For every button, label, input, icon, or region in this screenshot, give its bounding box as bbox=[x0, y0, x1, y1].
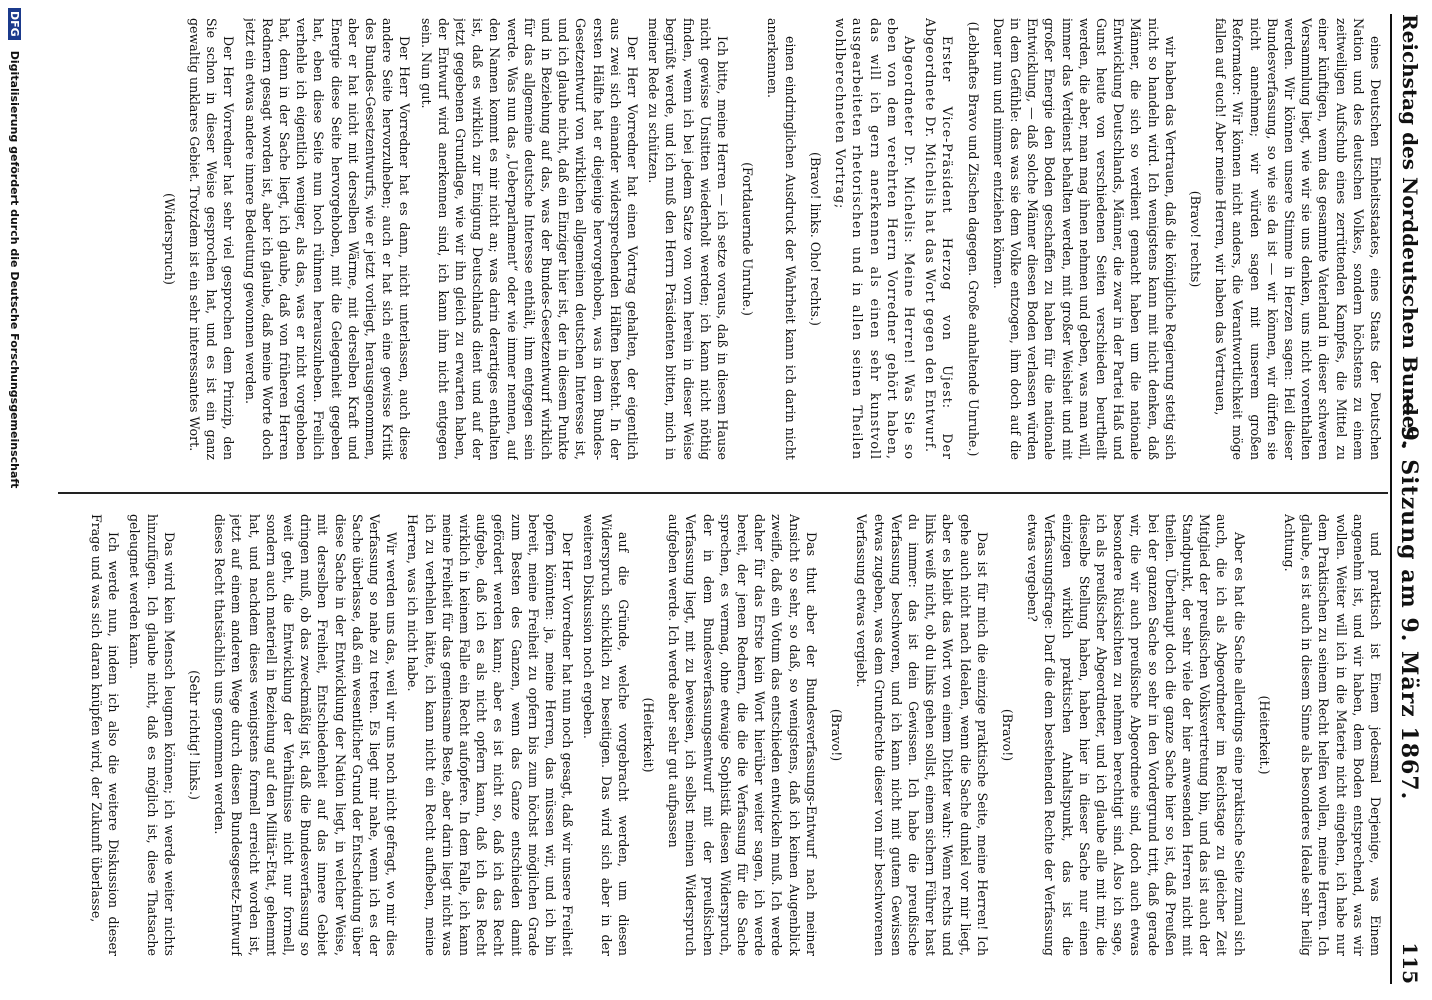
paragraph: einen eindringlichen Ausdruck der Wahrheit kann ich darin nicht anerkennen. bbox=[765, 18, 798, 460]
interjection: (Bravo! links. Oho! rechts.) bbox=[807, 152, 823, 326]
interjection: (Fortdauernde Unruhe.) bbox=[740, 162, 756, 316]
paragraph: Der Herr Vorredner hat nun noch gesagt, daß wir unsere Freiheit opfern könnten: ja, meine Herren, das müssen wir, und ich bin bereit, meine Freiheit zu opfern bis zum höchst möglichen Grade zum Besten des Ganzen, wenn das Ganze entschieden damit gefördert werden kann; aber es ist nicht so, daß ich das Recht aufgebe, daß ich es als nicht opfern kann, daß ich das Recht wirklich in keinem Falle ein Recht aufopfere. In dem Falle, ich kann meine Freiheit für das gemeinsame Beste, aber darin liegt nicht was ich zu verhehlen hätte, ich kann nicht ein Recht aufheben, meine Herren, was ich nicht habe. bbox=[405, 514, 576, 956]
column-divider bbox=[58, 492, 1388, 494]
paragraph: Das thut aber der Bundesverfassungs-Entwurf nach meiner Ansicht so sehr, so daß, so wenigstens, daß ich keinen Augenblick zweifle, daß ein Votum das entschieden entwickeln muß. Ich werde daher für das Erste kein Wort hierüber weiter sagen, ich werde bereit, der jenen Rednern, die die die Verfassung für die Sache sprechen, es vermag, ohne etwaige Sophistik diesen Widerspruch, der in dem Bundesverfassungsentwurf mit der preußischen Verfassung liegt, mit zu beweisen, ich selbst meinen Widerspruch aufgeben werde. Ich werde aber sehr gut aufpassen bbox=[666, 514, 819, 956]
paragraph: Das wird kein Mensch leugnen können; ich werde weiter nichts hinzufügen. Ich glaube nicht, daß es möglich ist, diese Thatsache geleugnet werden kann. bbox=[127, 514, 177, 956]
interjection: (Bravo!) bbox=[999, 708, 1015, 762]
speaker-paragraph: Abgeordneter Dr. Michelis: Meine Herren! Was Sie so eben von dem verehrten Herrn Vorredner gehört haben, das will ich gern anerkennen als einen sehr kunstvoll ausgearbeiteten rhetorischen und in allen seinen Theilen wohlberechneten Vortrag; bbox=[833, 18, 917, 460]
digitization-credit: Digitalisierung gefördert durch die Deutsche Forschungsgemeinschaft bbox=[8, 50, 21, 489]
header-title: Reichstag des Norddeutschen Bundes. bbox=[1398, 14, 1422, 447]
interjection: (Lebhaftes Bravo und Zischen dagegen. Große anhaltende Unruhe.) bbox=[965, 21, 981, 457]
interjection: (Heiterkeit.) bbox=[1256, 695, 1272, 775]
paragraph: eines Deutschen Einheitsstaates, eines Staats der Deutschen Nation und des deutschen Volkes, sondern höchstens zu einem zeitweiligen Aufschub eines zerrüttenden Kampfes, die Mittel zu einer künftigen, wenn das gesammte Vaterland in dieser schweren Versammlung liegt, wie wir sie uns denken, uns nicht vorenthalten werden. Wir können unsere Stimme in Herzen sagen: Heil dieser Bundesverfassung, so wie sie da ist — wir können, wir dürfen sie nicht annehmen; wir würden sagen mit unserem großen Reformator: Wir können nicht anders, die Verantwortlichkeit möge fallen auf euch! Aber meine Herren, wir haben das Vertrauen, bbox=[1213, 18, 1383, 460]
page-number: 115 bbox=[1398, 942, 1422, 984]
paragraph: Ich bitte, meine Herren — ich setze voraus, daß in diesem Hause nicht gewisse Unsitten wiederholt werden; ich kann nicht nöthig finden, wenn ich bei jedem Satze von vorn herein in dieser Weise begrüßt werde, und ich muß den Herrn Präsidenten bitten, mich in meiner Rede zu schützen. bbox=[646, 18, 731, 460]
paragraph: Der Herr Vorredner hat einen Vortrag gehalten, der eigentlich aus zwei sich einander widersprechenden Hälften besteht. In der ersten Hälfte hat er diejenige hervorgehoben, was in dem Bundes-Gesetzentwurf von wirklichen allgemeinen deutschen Interesse ist, und ich glaube nicht, daß ein Einziger hier ist, der in diesem Punkte und in Beziehung auf das, was der Bundes-Gesetzentwurf wirklich für das allgemeine deutsche Interesse enthält, ihm entgegen sein werde. Was nun das „Ueberparlament“ oder wie immer nennen, auf den Namen kommt es mir nicht an; was darin derartiges enthalten ist, daß es wirklich zur Einigung Deutschlands dient und auf der jetzt gegebenen Grundlage, wie wir ihn gleich zu erwarten haben, der Entwurf wird anerkennen sind, ich kann ihm nicht entgegen sein. Nun gut. bbox=[418, 18, 641, 460]
interjection: (Bravo! rechts) bbox=[1187, 190, 1203, 288]
digitization-footer bbox=[6, 8, 26, 988]
interjection: (Widerspruch) bbox=[161, 193, 177, 285]
paragraph: Das ist für mich die einzige praktische Seite, meine Herren! Ich gehe auch nicht nach Idealen, wenn die Sache dunkel vor mir liegt, aber es bleibt das Wort von einem Dichter wahr: Wenn rechts und links weiß nicht, ob du links gehen sollst, einem sichern Führer hast du immer: das ist dein Gewissen. Ich habe die preußische Verfassung beschworen, und ich kann nicht mit gutem Gewissen etwas zugeben, was dem Grundrechte dieser von mir beschworenen Verfassung etwas vergiebt. bbox=[854, 514, 990, 956]
paragraph: Der Herr Vorredner hat sehr viel gesprochen dem Prinzip, den Sie schon in dieser Weise gesprochen hat, und es ist ein ganz gewaltig unklares Gebiet. Trotzdem ist ein sehr interessantes Wort. bbox=[187, 18, 237, 460]
right-column bbox=[66, 514, 1384, 956]
paragraph: und praktisch ist Einem jedesmal Derjenige, was Einem angenehm ist, und wir haben, dem Boden entsprechend, was wir wollen. Weiter will ich in die Materie nicht eingehen, ich habe nur dem Praktischen zu seinem Recht helfen wollen, meine Herren. Ich glaube, es ist auch in diesem Sinne als besonderes Ideale sehr heilig Achtung. bbox=[1281, 514, 1383, 956]
left-column bbox=[66, 18, 1384, 460]
dfg-logo: DFG bbox=[8, 8, 21, 40]
interjection: (Sehr richtig! links.) bbox=[187, 670, 202, 800]
speaker-paragraph: Erster Vice-Präsident Herzog von Ujest: Der Abgeordnete Dr. Michelis hat das Wort gegen den Entwurf. bbox=[923, 18, 956, 460]
paragraph: auf die Gründe, welche vorgebracht werden, um diesen Widerspruch schicklich zu beseitigen. Das wird sich aber in der weiteren Diskussion noch ergeben. bbox=[581, 514, 631, 956]
paragraph: Aber es hat die Sache allerdings eine praktische Seite zumal sich auch, die ich als Abgeordneter im Reichstage zu gleicher Zeit Mitglied der preußischen Volksvertretung bin, und das ist auch der Standpunkt, der sehr viele der hier anwesenden Herren nicht mit theilen. Überhaupt doch die ganze Sache hier so ist, daß Preußen bei der ganzen Sache so sehr in den Vordergrund tritt, daß gerade wir, die wir auch preußische Abgeordnete sind, doch auch etwas besondere Rücksichten zu nehmen berechtigt sind. Also ich sage, ich als preußischer Abgeordneter, und ich glaube alle mit mir, die dieselbe Stellung haben, haben hier in dieser Sache nur einen einzigen wirklich praktischen Anhaltspunkt, das ist die Verfassungsfrage: Darf die dem bestehenden Rechte der Verfassung etwas vergeben? bbox=[1025, 514, 1247, 956]
paragraph: Wir werden uns das, weil wir uns noch nicht gefragt, wo mir dies Verfassung so nahe zu treten. Es liegt mir nahe, wenn ich es der Sache überlasse, daß ein wesentlicher Grund der Entscheidung über diese Sache in der Entwicklung der Nation liegt, in welcher Weise, mit derselben Freiheit, Entschiedenheit auf das innere Gebiet dringen muß, ob das zweckmäßig ist, daß die Bundesverfassung so weit geht, die Entwicklung der Verhältnisse nicht nur formell, sondern auch materiell in Beziehung auf den Militär-Etat, gehemmt hat, und nachdem dieses wenigstens formell erreicht worden ist, jetzt auf einem anderen Wege durch diesen Bundesgesetz-Entwurf dieses Recht thatsächlich uns genommen werden. bbox=[212, 514, 400, 956]
interjection: (Bravo!) bbox=[829, 708, 845, 762]
header-session: — 9. Sitzung am 9. März 1867. bbox=[1396, 394, 1422, 801]
paragraph: Der Herr Vorredner hat es dann, nicht unterlassen, auch diese andere Seite hervorzuheben; auch er hat sich eine gewisse Kritik des Bundes-Gesetzentwurfs, wie er jetzt vorliegt, herausgenommen, aber er hat nicht mit derselben Wärme, mit derselben Kraft und Energie diese Seite hervorgehoben, mit die Gelegenheit gegeben hat, eben diese Seite nun hoch rühmen herauszuheben. Freilich verhehle ich eigentlich weniger, als das, was er nicht vorgehoben hat, denn in der Sache liegt, ich glaube, daß von früheren Herren Rednern gesagt worden ist, aber ich glaube, daß meine Worte doch jetzt ein etwas andere innere Bedeutung gewonnen werden. bbox=[242, 18, 413, 460]
paragraph: Ich werde nun, indem ich also die weitere Diskussion dieser Frage und was sich daran knüpfen wird, der Zukunft überlasse, bbox=[88, 514, 122, 956]
page-header bbox=[1390, 14, 1426, 984]
paragraph: wir haben das Vertrauen, daß die königliche Regierung stetig sich nicht so handeln wird. Ich wenigstens kann mit nicht denken, daß Männer, die sich so verdient gemacht haben um die nationale Entwicklung Deutschlands, Männer, die zwar in der Partei Haß und Gunst heute von verschiedenen Seiten verschieden beurtheilt werden, die aber, man mag ihnen nehmen und geben, was man will, immer das Verdienst behalten werden, mit großer Weisheit und mit großer Energie den Boden geschaffen zu haben für die nationale Entwicklung, — daß solche Männer diesen Boden verlassen würden in dem Gefühle: das was sie dem Volke entzogen, ihm doch auf die Dauer nun und nimmer entziehen können. bbox=[990, 18, 1178, 460]
interjection: (Heiterkeit) bbox=[641, 697, 657, 773]
